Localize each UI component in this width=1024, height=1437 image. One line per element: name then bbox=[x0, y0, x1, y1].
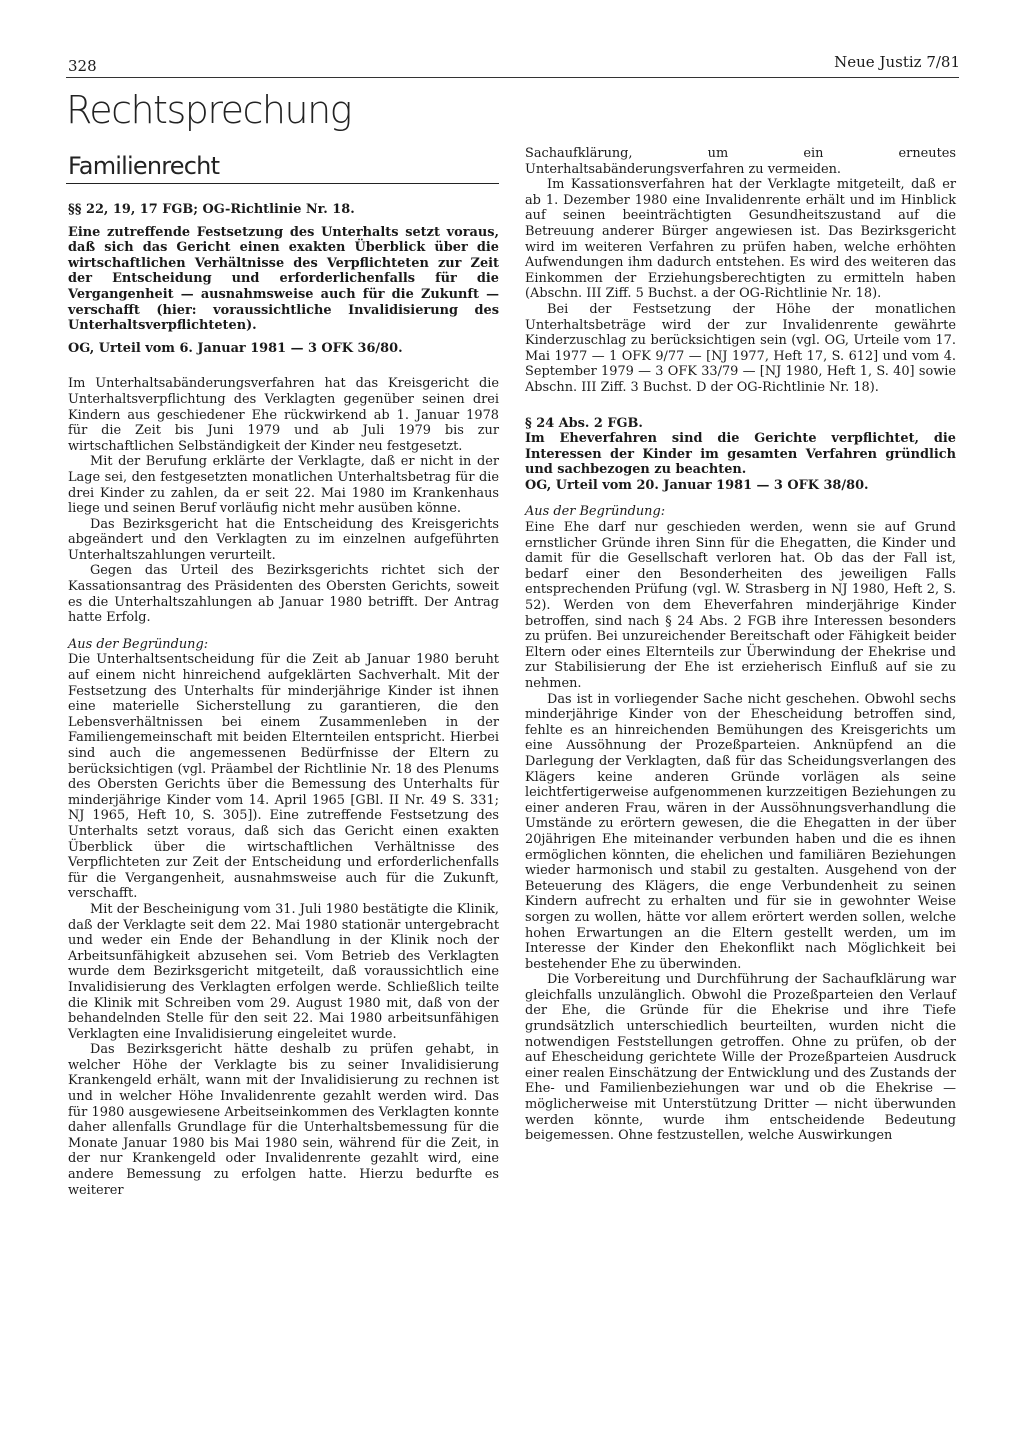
paragraph: Die Vorbereitung und Durchführung der Sachaufklärung war gleichfalls unzulänglich. Obwohl die Prozeßparteien den Verlauf der Ehe, die Gründe für die Ehekrise und ihre Tiefe grundsätzlich unterschiedlich beurteilten, wurden nicht die notwendigen Feststellungen getroffen. Ohne zu prüfen, ob der auf Ehescheidung gerichtete Wille der Prozeßparteien Ausdruck einer realen Einschätzung der Entwicklung und des Zustands der Ehe- und Familienbeziehungen war und ob die Ehekrise — möglicherweise mit Unterstützung Dritter — nicht überwunden werden könnte, wurde ihm entscheidende Bedeutung beigemessen. Ohne festzustellen, welche Auswirkungen bbox=[525, 972, 956, 1144]
paragraph: Bei der Festsetzung der Höhe der monatlichen Unterhaltsbeträge wird der zur Invalidenrente gewährte Kinderzuschlag zu berücksichtigen sein (vgl. OG, Urteile vom 17. Mai 1977 — 1 OFK 9/77 — [NJ 1977, Heft 17, S. 612] und vom 4. September 1979 — 3 OFK 33/79 — [NJ 1980, Heft 1, S. 40] sowie Abschn. III Ziff. 3 Buchst. D der OG-Richtlinie Nr. 18). bbox=[525, 301, 956, 395]
section-title: Rechtsprechung bbox=[66, 88, 351, 132]
reasoning-heading: Aus der Begründung: bbox=[68, 636, 209, 652]
paragraph: Das ist in vorliegender Sache nicht geschehen. Obwohl sechs minderjährige Kinder von der Ehescheidung betroffen sind, fehlte es an hinreichenden Bemühungen des Kreisgerichts um eine Aussöhnung der Prozeßparteien. Anknüpfend an die Darlegung der Verklagten, daß für das Scheidungsverlangen des Klägers keine anderen Gründe vorlägen als seine leichtfertigerweise aufgenommenen kurzzeitigen Beziehungen zu einer anderen Frau, wären in der Aussöhnungsverhandlung die Umstände zu erörtern gewesen, die die Ehegatten in der über 20jährigen Ehe miteinander verbunden haben und die es ihnen ermöglichen könnten, die ehelichen und familiären Beziehungen wieder harmonisch und stabil zu gestalten. Ausgehend von der Beteuerung des Klägers, die enge Verbundenheit zu seinen Kindern aufrecht zu erhalten und für sie in gewohnter Weise sorgen zu wollen, hätte vor allem erörtert werden sollen, welche hohen Erwartungen an die Eltern gestellt werden, um im Interesse der Kinder den Ehekonflikt nach Möglichkeit bei bestehender Ehe zu überwinden. bbox=[525, 691, 956, 972]
paragraph: Eine Ehe darf nur geschieden werden, wenn sie auf Grund ernstlicher Gründe ihren Sinn für die Ehegatten, die Kinder und damit für die Gesellschaft verloren hat. Ob das der Fall ist, bedarf einer den Besonderheiten des jeweiligen Falls entsprechenden Prüfung (vgl. W. Strasberg in NJ 1980, Heft 2, S. 52). Werden von dem Eheverfahren minderjährige Kinder betroffen, sind nach § 24 Abs. 2 FGB ihre Interessen besonders zu prüfen. Bei unzureichender Bereitschaft oder Fähigkeit beider Eltern oder eines Elternteils zur Überwindung der Ehekrise und zur Stabilisierung der Ehe ist erzieherisch Einfluß auf sie zu nehmen. bbox=[525, 520, 956, 691]
paragraph: Die Unterhaltsentscheidung für die Zeit ab Januar 1980 beruht auf einem nicht hinreichend aufgeklärten Sachverhalt. Mit der Festsetzung des Unterhalts für minderjährige Kinder ist ihnen eine materielle Sicherstellung zu garantieren, die den Lebensverhältnissen bei einem Zusammenleben in der Familiengemeinschaft mit beiden Elternteilen entspricht. Hierbei sind auch die angemessenen Bedürfnisse der Eltern zu berücksichtigen (vgl. Präambel der Richtlinie Nr. 18 des Plenums des Obersten Gerichts über die Bemessung des Unterhalts für minderjährige Kinder vom 14. April 1965 [GBl. II Nr. 49 S. 331; NJ 1965, Heft 10, S. 305]). Eine zutreffende Festsetzung des Unterhalts setzt voraus, daß sich das Gericht einen exakten Überblick über die wirtschaftlichen Verhältnisse des Verpflichteten zur Zeit der Entscheidung und erforderlichenfalls für die Vergangenheit, ausnahmsweise auch für die Zukunft, verschafft. bbox=[68, 652, 499, 902]
paragraph: Gegen das Urteil des Bezirksgerichts richtet sich der Kassationsantrag des Präsidenten des Obersten Gerichts, soweit es die Unterhaltszahlungen ab Januar 1980 betrifft. Der Antrag hatte Erfolg. bbox=[68, 563, 499, 626]
subsection-rule bbox=[66, 183, 499, 184]
headnote: Eine zutreffende Festsetzung des Unterhalts setzt voraus, daß sich das Gericht einen exakten Überblick über die wirtschaftlichen Verhältnisse des Verpflichteten zur Zeit der Entscheidung und erforderlichenfalls für die Vergangenheit — ausnahmsweise auch für die Zukunft — verschafft (hier: voraussichtliche Invalidisierung des Unterhaltsverpflichteten). bbox=[68, 224, 499, 334]
court-citation: OG, Urteil vom 20. Januar 1981 — 3 OFK 38/80. bbox=[525, 477, 869, 493]
left-column bbox=[68, 202, 499, 1198]
reasoning-heading: Aus der Begründung: bbox=[525, 504, 666, 520]
paragraph: Im Unterhaltsabänderungsverfahren hat das Kreisgericht die Unterhaltsverpflichtung des Verklagten gegenüber seinen drei Kindern aus geschiedener Ehe rückwirkend ab 1. Januar 1978 für die Zeit bis Juni 1979 und ab Juli 1979 bis zur wirtschaftlichen Selbständigkeit der Kinder neu festgesetzt. bbox=[68, 376, 499, 454]
paragraph: Das Bezirksgericht hätte deshalb zu prüfen gehabt, in welcher Höhe der Verklagte bis zu seiner Invalidisierung Krankengeld erhält, wann mit der Invalidisierung zu rechnen ist und in welcher Höhe Invalidenrente gezahlt werden wird. Das für 1980 ausgewiesene Arbeitseinkommen des Verklagten konnte daher allenfalls Grundlage für die Unterhaltsbemessung für die Monate Januar 1980 bis Mai 1980 sein, während für die Zeit, in der nur Krankengeld oder Invalidenrente gezahlt wird, eine andere Bemessung zu erfolgen hatte. Hierzu bedurfte es weiterer bbox=[68, 1042, 499, 1198]
court-citation: OG, Urteil vom 6. Januar 1981 — 3 OFK 36/80. bbox=[68, 340, 403, 356]
journal-title: Neue Justiz 7/81 bbox=[834, 53, 960, 71]
subsection-title: Familienrecht bbox=[68, 152, 220, 180]
norm-citation: § 24 Abs. 2 FGB. bbox=[525, 415, 643, 431]
paragraph: Sachaufklärung, um ein erneutes Unterhaltsabänderungsverfahren zu vermeiden. bbox=[525, 146, 956, 177]
header-rule bbox=[66, 77, 959, 78]
paragraph: Im Kassationsverfahren hat der Verklagte mitgeteilt, daß er ab 1. Dezember 1980 eine Invalidenrente erhält und im Hinblick auf seinen beeinträchtigten Gesundheitszustand auf die Betreuung anderer Bürger angewiesen ist. Das Bezirksgericht wird im weiteren Verfahren zu prüfen haben, welche erhöhten Aufwendungen ihm dadurch entstehen. Es wird des weiteren das Einkommen der Erziehungsberechtigten zu ermitteln haben (Abschn. III Ziff. 5 Buchst. a der OG-Richtlinie Nr. 18). bbox=[525, 177, 956, 302]
norm-citation: §§ 22, 19, 17 FGB; OG-Richtlinie Nr. 18. bbox=[68, 202, 355, 217]
headnote: Im Eheverfahren sind die Gerichte verpflichtet, die Interessen der Kinder im gesamten Verfahren gründlich und sachbezogen zu beachten. bbox=[525, 431, 956, 478]
paragraph: Mit der Bescheinigung vom 31. Juli 1980 bestätigte die Klinik, daß der Verklagte seit dem 22. Mai 1980 stationär untergebracht und weder ein Ende der Behandlung in der Klinik noch der Arbeitsunfähigkeit abzusehen sei. Vom Betrieb des Verklagten wurde dem Bezirksgericht mitgeteilt, daß voraussichtlich eine Invalidisierung des Verklagten erfolgen werde. Schließlich teilte die Klinik mit Schreiben vom 29. August 1980 mit, daß von der behandelnden Stelle für den seit 22. Mai 1980 arbeitsunfähigen Verklagten eine Invalidisierung eingeleitet wurde. bbox=[68, 901, 499, 1042]
right-column bbox=[525, 146, 956, 1144]
page-number: 328 bbox=[68, 57, 97, 75]
paragraph: Das Bezirksgericht hat die Entscheidung des Kreisgerichts abgeändert und den Verklagten zu im einzelnen aufgeführten Unterhaltszahlungen verurteilt. bbox=[68, 516, 499, 563]
paragraph: Mit der Berufung erklärte der Verklagte, daß er nicht in der Lage sei, den festgesetzten monatlichen Unterhaltsbetrag für die drei Kinder zu zahlen, da er seit 22. Mai 1980 im Krankenhaus liege und seinen Beruf vorläufig nicht mehr ausüben könne. bbox=[68, 454, 499, 517]
